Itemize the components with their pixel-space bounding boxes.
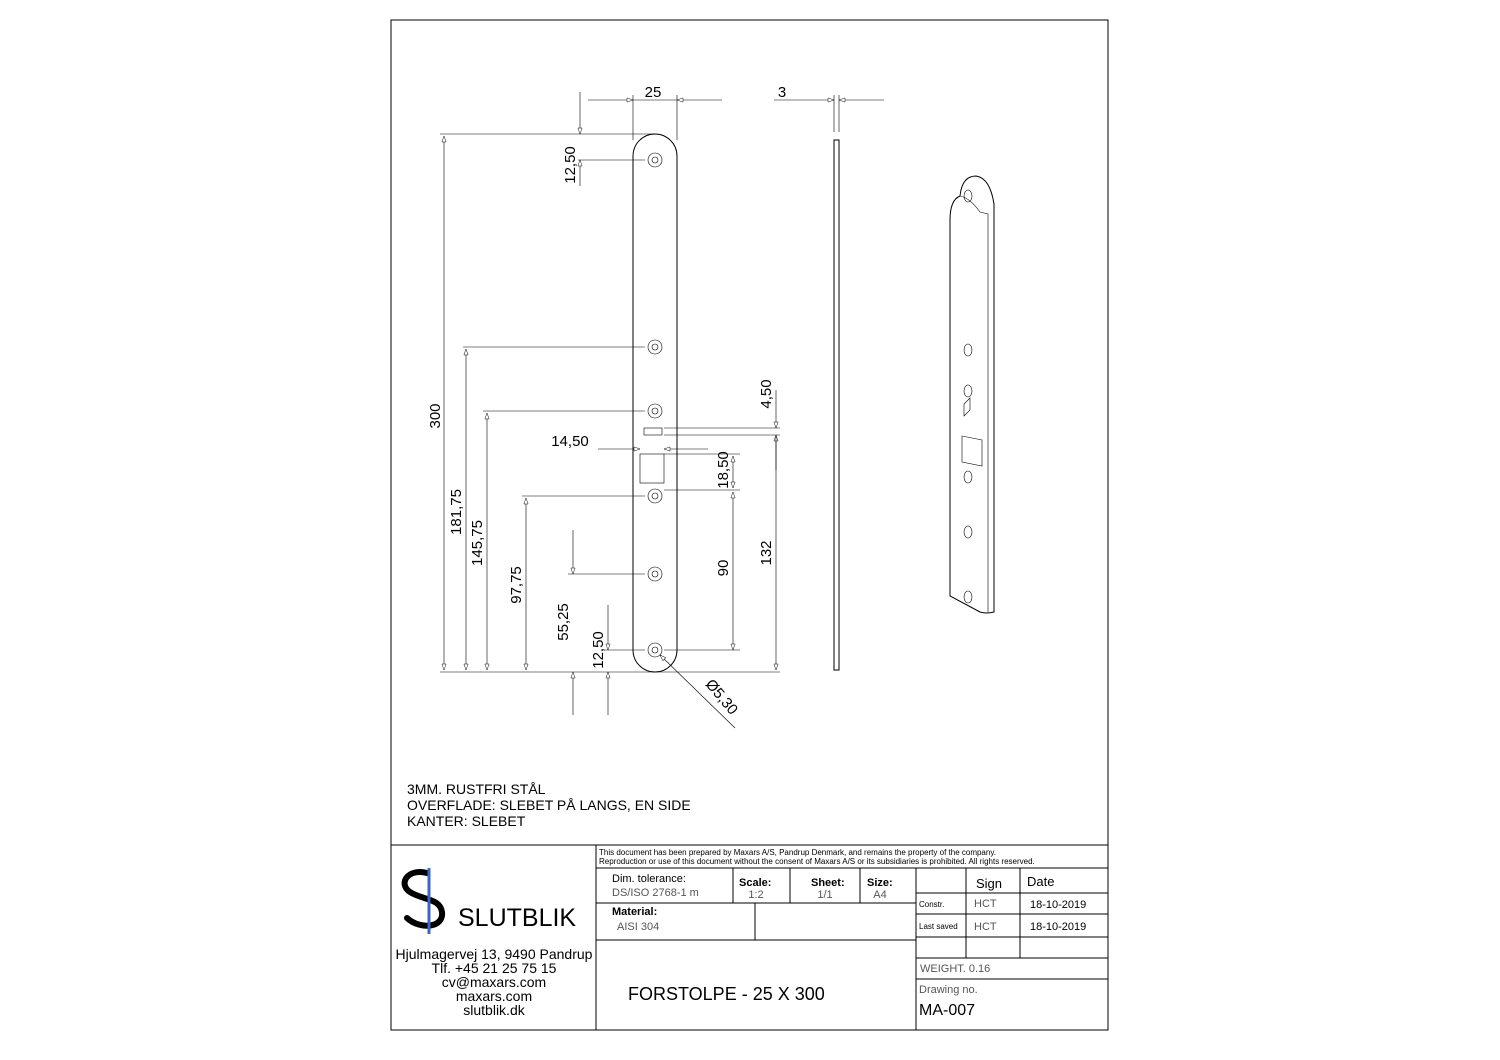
extension-lines: [440, 95, 780, 672]
saved-label: Last saved: [919, 922, 958, 931]
size-value: A4: [873, 889, 887, 901]
constr-sign: HCT: [974, 898, 997, 910]
dim-thickness: 3: [777, 84, 787, 101]
constr-label: Constr.: [919, 900, 945, 909]
dim-top-hole: 12,50: [562, 146, 579, 184]
dim-181: 181,75: [448, 489, 465, 535]
dim-overall-length: 300: [427, 403, 444, 429]
dim-97: 97,75: [508, 566, 525, 604]
strike-plate-outline: [633, 134, 677, 672]
front-view: [427, 84, 780, 728]
dimension-lines: [444, 92, 776, 728]
note-line: 3MM. RUSTFRI STÅL: [407, 781, 546, 797]
tolerance-label: Dim. tolerance:: [612, 873, 686, 885]
note-line: KANTER: SLEBET: [407, 813, 526, 829]
dim-145: 145,75: [469, 520, 486, 566]
dim-132: 132: [758, 540, 775, 566]
side-profile: [834, 140, 839, 670]
saved-sign: HCT: [974, 921, 997, 933]
material-label: Material:: [612, 906, 658, 918]
address-line: cv@maxars.com: [441, 974, 547, 990]
drawing-no: MA-007: [919, 1002, 976, 1019]
dim-55: 55,25: [555, 603, 572, 641]
dim-bottom-hole: 12,50: [590, 631, 607, 669]
dim-4: 4,50: [758, 379, 775, 409]
address-line: Hjulmagervej 13, 9490 Pandrup: [395, 946, 593, 962]
dim-14: 14,50: [551, 433, 589, 450]
brand-name: SLUTBLIK: [458, 904, 577, 932]
scale-value: 1:2: [748, 889, 764, 901]
sign-header: Sign: [976, 876, 1003, 891]
dim-90: 90: [715, 559, 732, 577]
sheet-label: Sheet:: [811, 877, 845, 889]
scale-label: Scale:: [739, 877, 772, 889]
size-label: Size:: [867, 877, 893, 889]
note-line: OVERFLADE: SLEBET PÅ LANGS, EN SIDE: [407, 797, 691, 813]
side-view: [774, 84, 884, 670]
sheet-value: 1/1: [817, 889, 833, 901]
dim-hole-diameter: Ø5,30: [701, 675, 742, 719]
constr-date: 18-10-2019: [1030, 899, 1087, 911]
property-notice: Reproduction or use of this document without the consent of Maxars A/S or its subsidiaries is prohibited. All rights reserved.: [599, 857, 1035, 866]
material-value: AISI 304: [617, 921, 660, 933]
address-line: Tlf. +45 21 25 75 15: [431, 960, 557, 976]
iso-outline: [950, 176, 994, 613]
dim-18: 18,50: [715, 451, 732, 489]
address-line: maxars.com: [455, 988, 533, 1004]
isometric-view: [950, 176, 994, 613]
tolerance-value: DS/ISO 2768-1 m: [612, 887, 699, 899]
address-line: slutblik.dk: [463, 1002, 525, 1018]
material-notes: [407, 781, 691, 829]
slutblik-logo: [405, 868, 577, 934]
drawing-title: FORSTOLPE - 25 X 300: [628, 984, 825, 1004]
date-header: Date: [1027, 874, 1055, 889]
property-notice: This document has been prepared by Maxars A/S, Pandrup Denmark, and remains the property of the company.: [599, 848, 996, 857]
saved-date: 18-10-2019: [1030, 921, 1087, 933]
drawing-no-label: Drawing no.: [919, 984, 978, 996]
title-block: [391, 845, 1108, 1030]
weight: WEIGHT. 0.16: [920, 963, 991, 975]
dim-width: 25: [644, 84, 662, 101]
